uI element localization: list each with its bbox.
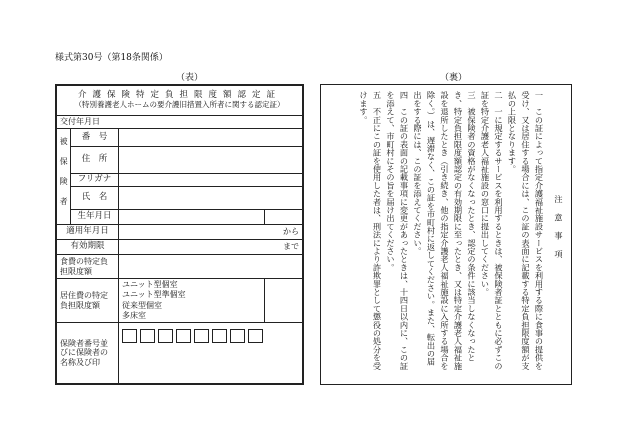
notice-heading: 注意事項 — [554, 194, 564, 268]
birthdate-value — [119, 210, 265, 225]
issue-date-label: 交付年月日 — [57, 116, 303, 129]
insurer-number-boxes — [122, 329, 299, 343]
address-label: 住 所 — [71, 147, 119, 174]
notice-text — [357, 91, 566, 371]
front-certificate — [55, 84, 304, 385]
room-type-unit-private: ユニット型個室 — [122, 279, 178, 289]
digit-box — [194, 329, 209, 343]
digit-box — [122, 329, 137, 343]
notice-item-5: 五 不正にこの証を使用した者は、刑法により詐欺罪として懲役の処分を受けます。 — [359, 91, 383, 370]
front-side-label: （表） — [176, 73, 204, 83]
digit-box — [140, 329, 155, 343]
certificate-title: 介護保険特定負担限度額認定証 — [77, 90, 281, 101]
furigana-value — [119, 174, 303, 187]
form-number: 様式第30号（第18条関係） — [55, 53, 168, 63]
food-cost-label: 食費の特定負担限度額 — [57, 255, 119, 279]
residence-cost-label: 居住費の特定負担限度額 — [57, 279, 119, 323]
valid-period-label: 有効期限 — [57, 240, 119, 255]
notice-item-4: 四 この証の表面の記載事項に変更があったときは、十四日以内に、この証を添えて、市町村にその旨を届け出てください。 — [386, 91, 410, 370]
room-type-list — [119, 279, 265, 323]
furigana-label: フリガナ — [71, 174, 119, 187]
number-label: 番 号 — [71, 129, 119, 147]
digit-box — [248, 329, 263, 343]
digit-box — [176, 329, 191, 343]
notice-item-1: 一 この証によって指定介護福祉施設サービスを利用する際に食事の提供を受け、又は居住する場合には、この証の表面に記載する特定負担限度額が支払の上限となります。 — [507, 91, 545, 370]
insured-person-label: 被保険者 — [57, 129, 71, 225]
address-value — [119, 147, 303, 174]
birthdate-label: 生年月日 — [71, 210, 119, 225]
back-side-label: （裏） — [440, 73, 468, 83]
notice-item-3: 三 被保険者の資格がなくなったとき、認定の条件に該当しなくなったとき、特定負担限度額認定の有効期限に至ったとき、又は特定介護老人福祉施設を退所したとき（引き続き、他の指定介護老人福祉施設に入所する場合を除く。）は、遅滞なく、この証を市町村に返してください。また、転出の届出をする際には、この証を添えてください。 — [413, 91, 477, 370]
title-cell — [57, 86, 303, 116]
digit-box — [212, 329, 227, 343]
name-label: 氏 名 — [71, 187, 119, 210]
room-type-multi-bed: 多床室 — [122, 310, 146, 320]
residence-cost-value — [264, 279, 302, 323]
certificate-table — [56, 85, 303, 384]
until-label: まで — [119, 240, 303, 255]
food-cost-value — [119, 255, 303, 279]
name-value — [119, 187, 303, 210]
digit-box — [158, 329, 173, 343]
back-notice — [320, 84, 572, 385]
number-value — [119, 129, 303, 147]
notice-item-2: 二 一に規定するサービスを利用するときは、被保険者証とともに必ずこの証を特定介護老人福祉施設の窓口に提出してください。 — [480, 91, 504, 370]
digit-box — [230, 329, 245, 343]
room-type-unit-semi-private: ユニット型準個室 — [122, 290, 186, 300]
insurer-label: 保険者番号並びに保険者の名称及び印 — [57, 323, 119, 384]
from-label: から — [119, 225, 303, 240]
insurer-number-cell — [119, 323, 303, 384]
sex-value — [264, 210, 302, 225]
certificate-subtitle: （特別養護老人ホームの要介護旧措置入所者に関する認定証） — [74, 100, 285, 110]
start-date-label: 適用年月日 — [57, 225, 119, 240]
room-type-conventional-private: 従来型個室 — [122, 300, 162, 310]
